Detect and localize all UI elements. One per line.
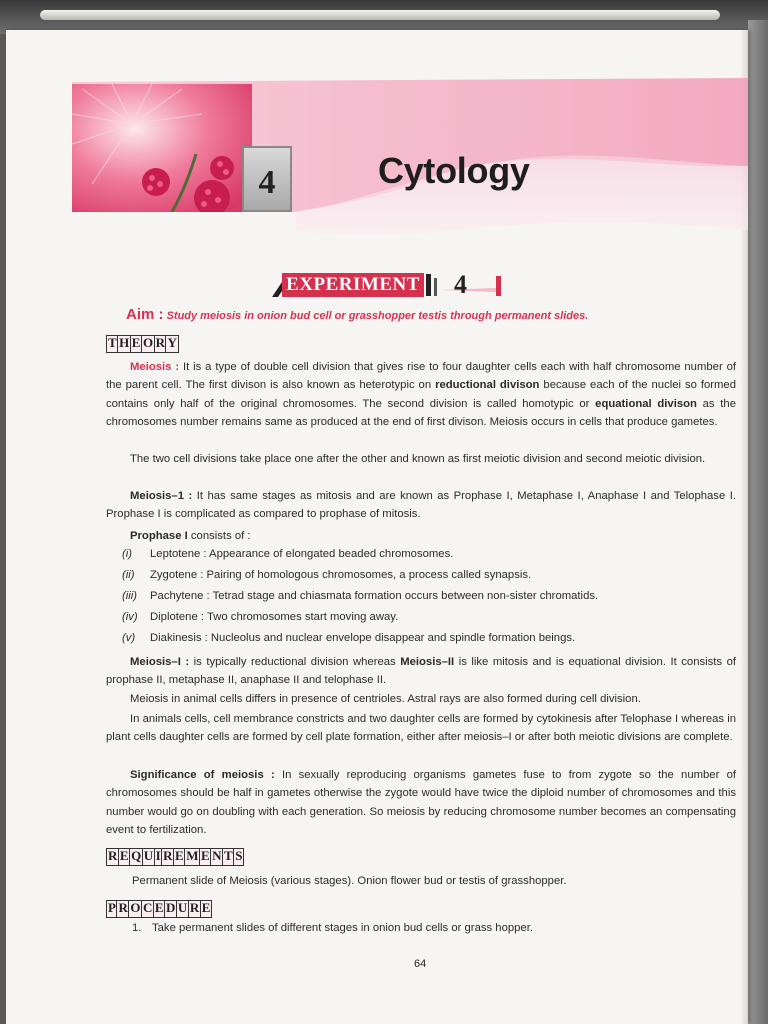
heading-letter: N <box>210 848 223 866</box>
meiotic-divisions-paragraph: The two cell divisions take place one after the other and known as first meiotic division and second meiotic division. <box>130 453 706 465</box>
heading-letter: T <box>222 848 235 866</box>
heading-letter: R <box>154 335 167 353</box>
heading-letter: E <box>200 900 213 918</box>
paragraph-text: consists of : <box>190 530 251 542</box>
paragraph-text: because each of the nuclei so formed contains only half of the original chromosomes. The second division is called homotypic or <box>106 379 737 410</box>
stage-list-item <box>122 611 722 623</box>
experiment-label: EXPERIMENT <box>282 273 424 297</box>
book-page <box>6 30 748 1024</box>
heading-letter: E <box>173 848 186 866</box>
cytokinesis-paragraph: In animals cells, cell membrance constricts and two daughter cells are formed by cytokinesis after Telophase I whereas in plant cells daughter cells are formed by cell plate formation, either after meiosis–I or after both meiotic divisions are complete. <box>106 713 736 744</box>
stage-list-item <box>122 569 722 581</box>
list-number: (ii) <box>122 569 135 581</box>
paragraph-text: It has same stages as mitosis and are known as Prophase I, Metaphase I, Anaphase I and Telophase I. Prophase I is complicated as compared to prophase of mitosis. <box>106 490 736 521</box>
scanner-edge <box>748 20 768 1024</box>
paragraph-text: is like mitosis and is equational division. It consists of prophase II, metaphase II, anaphase II and telophase II. <box>106 656 736 687</box>
requirements-heading <box>106 848 243 866</box>
meiosis-1-paragraph <box>106 487 736 524</box>
heading-letter: E <box>118 848 131 866</box>
meiosis-2-paragraph <box>106 653 736 690</box>
procedure-heading <box>106 900 211 918</box>
prophase-intro <box>106 527 736 545</box>
heading-letter: E <box>199 848 212 866</box>
paragraph-text: as the chromosomes number remains same as produced at the end of first divison. Meiosis occurs in cells that produce gametes. <box>106 397 736 429</box>
heading-letter: R <box>116 900 129 918</box>
heading-letter: M <box>184 848 200 866</box>
paragraph-text: In sexually reproducing organisms gametes fuse to from zygote so the number of chromosomes should be half in gametes otherwise the zygote would have twice the diploid number of chromosomes and this number would go on doubling with each generation. So meiosis by reducing chromosome number becomes an compensating event to fertilization. <box>106 769 736 837</box>
meiosis-definition-paragraph <box>106 358 736 432</box>
term-meiosis-2: Meiosis–II <box>400 656 455 668</box>
term-meiosis-1: Meiosis–1 : <box>130 490 193 502</box>
heading-letter: C <box>141 900 154 918</box>
term-reductional-division: reductional divison <box>435 379 540 392</box>
paragraph-text: It is a type of double cell division that gives rise to four daughter cells each with half chromosome number of the parent cell. The first divison is also known as heterotypic on <box>106 361 737 392</box>
heading-letter: H <box>117 335 131 353</box>
heading-letter: S <box>233 848 244 866</box>
list-number: (i) <box>122 548 133 560</box>
list-text: Leptotene : Appearance of elongated beaded chromosomes. <box>150 548 454 560</box>
stage-list-item <box>122 632 722 644</box>
page-number: 64 <box>414 958 427 970</box>
procedure-step <box>132 922 732 934</box>
list-text: Zygotene : Pairing of homologous chromosomes, a process called synapsis. <box>150 569 532 581</box>
heading-letter: D <box>164 900 177 918</box>
term-significance: Significance of meiosis : <box>130 769 275 781</box>
experiment-banner <box>264 270 504 300</box>
paragraph-text: is typically reductional division whereas <box>193 656 396 668</box>
heading-letter: E <box>130 335 143 353</box>
list-number: (v) <box>122 632 136 644</box>
term-equational-division: equational divison <box>595 397 697 410</box>
centrioles-paragraph: Meiosis in animal cells differs in presence of centrioles. Astral rays are also formed during cell division. <box>130 693 641 705</box>
heading-letter: R <box>161 848 174 866</box>
heading-letter: Q <box>129 848 143 866</box>
list-text: Diakinesis : Nucleolus and nuclear envelope disappear and spindle formation beings. <box>150 632 576 644</box>
heading-letter: E <box>153 900 166 918</box>
list-number: (iv) <box>122 611 138 623</box>
theory-heading <box>106 335 177 353</box>
term-prophase-1: Prophase I <box>130 530 188 542</box>
book-spine-edge <box>40 10 720 20</box>
heading-letter: R <box>106 848 119 866</box>
aim-line <box>126 306 686 323</box>
list-number: (iii) <box>122 590 138 602</box>
heading-letter: U <box>176 900 189 918</box>
list-text: Diplotene : Two chromosomes start moving away. <box>150 611 399 623</box>
experiment-number: 4 <box>454 270 467 299</box>
chapter-number: 4 <box>258 164 276 201</box>
heading-letter: R <box>188 900 201 918</box>
heading-letter: Y <box>165 335 178 353</box>
chapter-title: Cytology <box>378 150 530 191</box>
aim-label: Aim : <box>126 306 164 323</box>
heading-letter: P <box>106 900 118 918</box>
heading-letter: O <box>141 335 155 353</box>
heading-letter: T <box>106 335 119 353</box>
term-meiosis-1: Meiosis–I : <box>130 656 190 668</box>
flower-photo <box>72 84 252 212</box>
stage-list-item <box>122 590 722 602</box>
list-text: Pachytene : Tetrad stage and chiasmata formation occurs between non-sister chromatids. <box>150 590 599 602</box>
heading-letter: U <box>142 848 155 866</box>
chapter-number-box <box>242 146 292 212</box>
step-text: Take permanent slides of different stages in onion bud cells or grass hopper. <box>152 922 533 934</box>
stage-list-item <box>122 548 722 560</box>
requirements-text: Permanent slide of Meiosis (various stages). Onion flower bud or testis of grasshopper. <box>132 875 567 887</box>
heading-letter: O <box>128 900 142 918</box>
aim-text: Study meiosis in onion bud cell or grasshopper testis through permanent slides. <box>166 310 589 322</box>
step-number: 1. <box>132 922 142 934</box>
heading-letter: I <box>154 848 163 866</box>
term-meiosis: Meiosis : <box>130 361 180 373</box>
significance-paragraph <box>106 766 736 840</box>
